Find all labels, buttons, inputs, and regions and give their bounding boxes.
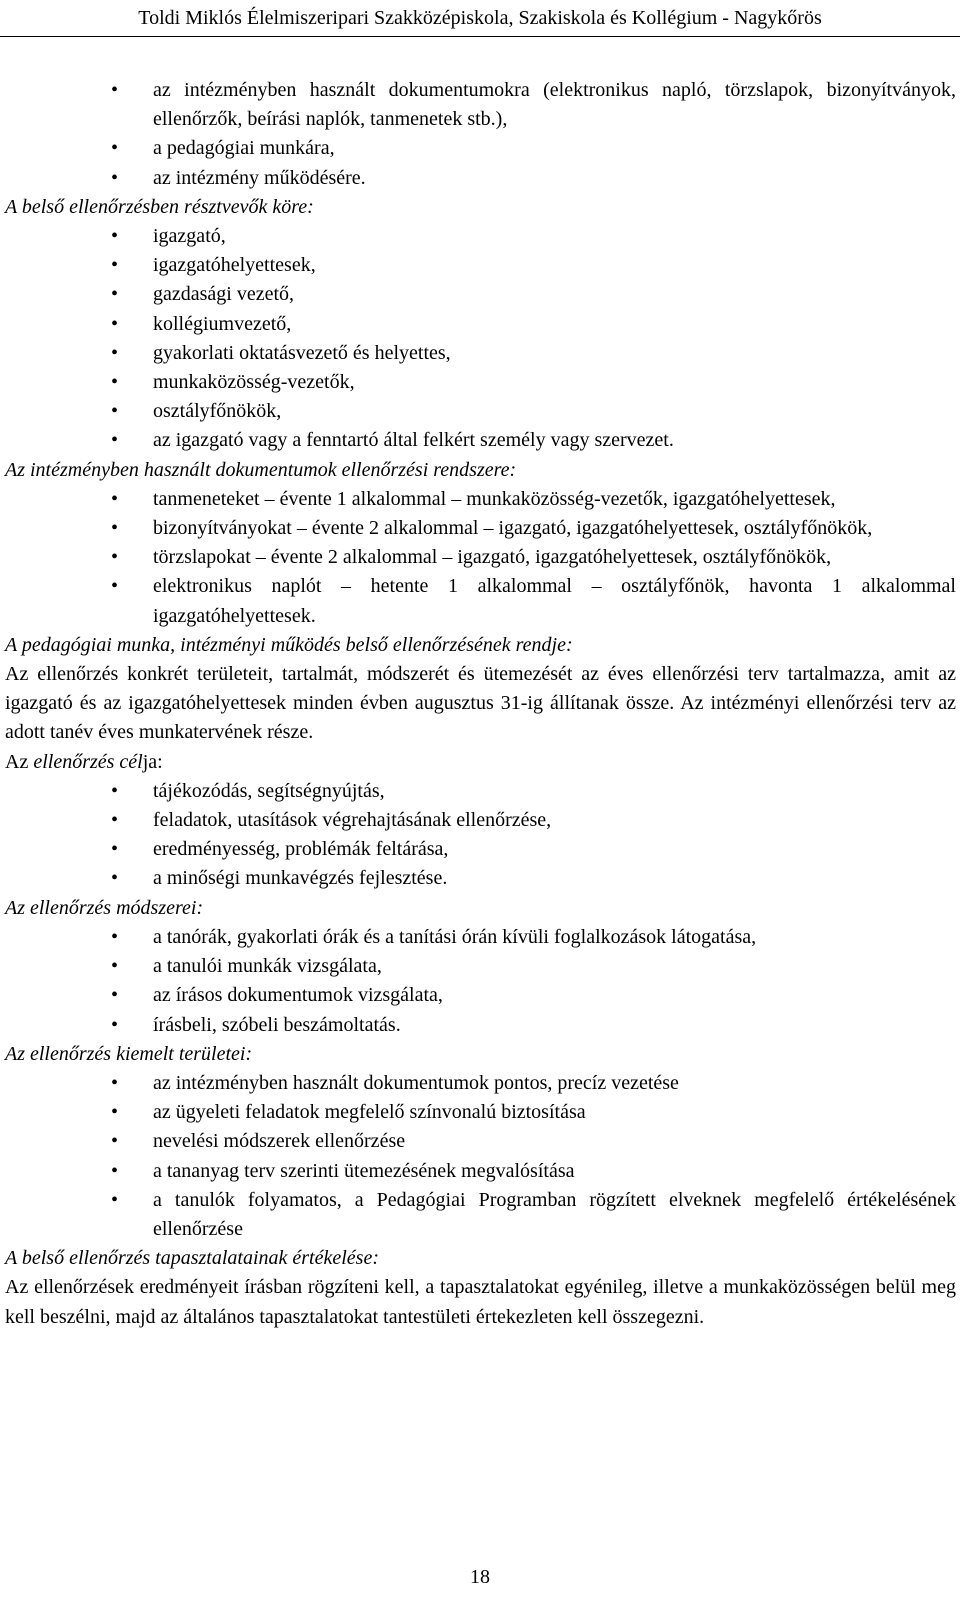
list-item: • gazdasági vezető,: [5, 280, 956, 309]
list-item: • a tananyag terv szerinti ütemezésének megvalósítása: [5, 1157, 956, 1186]
list-top: [5, 76, 956, 193]
list-item: • kollégiumvezető,: [5, 310, 956, 339]
list-item: • a pedagógiai munkára,: [5, 134, 956, 163]
page-header: [0, 0, 960, 37]
order-heading: A pedagógiai munka, intézményi működés belső ellenőrzésének rendje:: [5, 633, 573, 656]
goal-heading: [5, 748, 956, 777]
list-item: • feladatok, utasítások végrehajtásának ellenőrzése,: [5, 806, 956, 835]
list-item: • nevelési módszerek ellenőrzése: [5, 1127, 956, 1156]
evaluation-heading: A belső ellenőrzés tapasztalatainak értékelése:: [5, 1247, 379, 1270]
list-item: • gyakorlati oktatásvezető és helyettes,: [5, 339, 956, 368]
areas-heading: Az ellenőrzés kiemelt területei:: [5, 1042, 253, 1065]
methods-heading: Az ellenőrzés módszerei:: [5, 896, 204, 919]
page-footer: [0, 1566, 960, 1589]
list-item: • eredményesség, problémák feltárása,: [5, 835, 956, 864]
list-item: • az ügyeleti feladatok megfelelő színvonalú biztosítása: [5, 1098, 956, 1127]
list-item: • bizonyítványokat – évente 2 alkalommal – igazgató, igazgatóhelyettesek, osztályfőnökök,: [5, 514, 956, 543]
list-item: • tanmeneteket – évente 1 alkalommal – munkaközösség-vezetők, igazgatóhelyettesek,: [5, 485, 956, 514]
list-item: • a tanórák, gyakorlati órák és a tanítási órán kívüli foglalkozások látogatása,: [5, 923, 956, 952]
documents-list: [5, 485, 956, 631]
list-item: • a tanulók folyamatos, a Pedagógiai Programban rögzített elveknek megfelelő értékelésének ellenőrzése: [5, 1186, 956, 1244]
list-item: • tájékozódás, segítségnyújtás,: [5, 777, 956, 806]
list-item: • osztályfőnökök,: [5, 397, 956, 426]
list-item: • elektronikus naplót – hetente 1 alkalommal – osztályfőnök, havonta 1 alkalommal igazgatóhelyettesek.: [5, 572, 956, 630]
goal-heading-post: ja:: [142, 750, 163, 773]
participants-heading: A belső ellenőrzésben résztvevők köre:: [5, 195, 314, 218]
document-body: [5, 76, 956, 1332]
methods-list: [5, 923, 956, 1040]
list-item: • igazgató,: [5, 222, 956, 251]
list-item: • munkaközösség-vezetők,: [5, 368, 956, 397]
order-paragraph: Az ellenőrzés konkrét területeit, tartalmát, módszerét és ütemezését az éves ellenőrzési terv tartalmazza, amit az igazgató és az igazgatóhelyettesek minden évben augusztus 31-ig állítanak össze. Az intézményi ellenőrzési terv az adott tanév éves munkatervének része.: [5, 663, 956, 744]
list-item: • írásbeli, szóbeli beszámoltatás.: [5, 1011, 956, 1040]
list-item: • a tanulói munkák vizsgálata,: [5, 952, 956, 981]
list-item: • a minőségi munkavégzés fejlesztése.: [5, 864, 956, 893]
list-item: • igazgatóhelyettesek,: [5, 251, 956, 280]
evaluation-paragraph: Az ellenőrzések eredményeit írásban rögzíteni kell, a tapasztalatokat egyénileg, illetve a munkaközösségen belül meg kell beszélni, majd az általános tapasztalatokat tantestületi értekezleten kell összegezni.: [5, 1276, 956, 1328]
list-item: • törzslapokat – évente 2 alkalommal – igazgató, igazgatóhelyettesek, osztályfőnökök,: [5, 543, 956, 572]
list-item: • az írásos dokumentumok vizsgálata,: [5, 981, 956, 1010]
participants-list: [5, 222, 956, 456]
list-item: • az intézményben használt dokumentumok pontos, precíz vezetése: [5, 1069, 956, 1098]
page-number: 18: [470, 1566, 490, 1588]
list-item: • az intézmény működésére.: [5, 164, 956, 193]
list-item: • az intézményben használt dokumentumokra (elektronikus napló, törzslapok, bizonyítványok, ellenőrzők, beírási naplók, tanmenetek stb.),: [5, 76, 956, 134]
areas-list: [5, 1069, 956, 1244]
goal-heading-pre: Az: [5, 750, 34, 773]
list-item: • az igazgató vagy a fenntartó által felkért személy vagy szervezet.: [5, 426, 956, 455]
goal-heading-italic: ellenőrzés cél: [33, 750, 143, 773]
documents-heading: Az intézményben használt dokumentumok ellenőrzési rendszere:: [5, 458, 517, 481]
header-title: Toldi Miklós Élelmiszeripari Szakközépiskola, Szakiskola és Kollégium - Nagykőrös: [138, 7, 822, 29]
goal-list: [5, 777, 956, 894]
